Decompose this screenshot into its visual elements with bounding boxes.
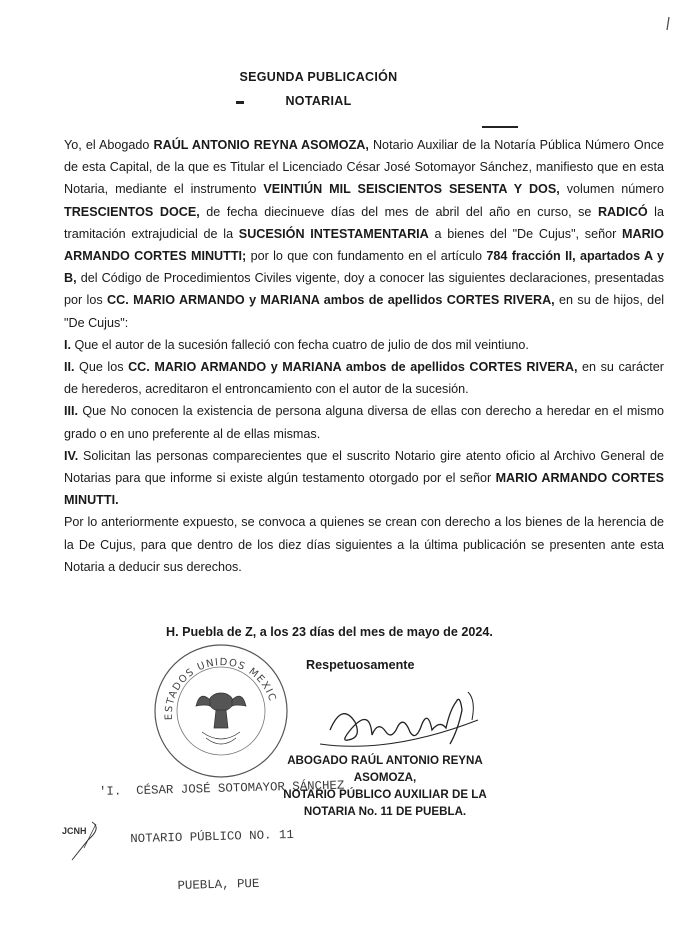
bold-text: CC. MARIO ARMANDO y MARIANA ambos de apellidos CORTES RIVERA, [107,293,555,308]
stamp-line-1: 'I. CÉSAR JOSÉ SOTOMAYOR SÁNCHEZ [98,778,345,799]
bold-text: VEINTIÚN MIL SEISCIENTOS SESENTA Y DOS, [263,182,560,197]
bold-text: RADICÓ [597,204,648,219]
text-run: volumen número [559,182,664,197]
bold-text: RAÚL ANTONIO REYNA ASOMOZA, [153,138,369,152]
text-run: por lo que con fundamento en el artículo [246,249,487,264]
page-subtitle: NOTARIAL [285,94,352,108]
corner-mark [664,16,672,32]
paragraph-declaration-4 [64,445,664,512]
signer-name: ABOGADO RAÚL ANTONIO REYNA ASOMOZA, [287,754,483,784]
text-run: Por lo anteriormente expuesto, se convoca a quienes se crean con derecho a los bienes de la herencia de la De Cujus, para que dentro de los diez días siguientes a la última publicación se presenten ante esta Notaria a deducir sus derechos. [64,515,664,574]
bold-text: CC. MARIO ARMANDO y MARIANA ambos de apellidos CORTES RIVERA, [128,360,578,375]
paragraph-intro [64,134,664,334]
signer-title: NOTARIO PÚBLICO AUXILIAR DE LA [283,788,487,801]
stamp-line-3: PUEBLA, PUE [177,876,260,893]
notary-stamp [98,746,348,928]
seal-text: ESTADOS UNIDOS MEXIC [163,657,278,721]
paragraph-declaration-2 [64,356,664,400]
bold-text: MARIO ARMANDO CORTES MINUTTI; [64,226,664,264]
text-run: Que el autor de la sucesión falleció con fecha cuatro de julio de dos mil veintiuno. [71,337,529,352]
paragraph-declaration-3 [64,400,664,444]
regards-text: Respetuosamente [306,658,415,672]
text-run: Yo, el Abogado [64,138,154,152]
paragraph-convocation [64,511,664,578]
text-run: en su de hijos, del "De Cujus": [64,293,664,330]
text-run: Que los [74,360,129,375]
text-run: de fecha diecinueve días del mes de abril del año en curso, se [199,204,598,219]
paragraph-declaration-1 [64,334,664,356]
text-run: Solicitan las personas comparecientes que el suscrito Notario gire atento oficio al Archivo General de Notarias para que informe si existe algún testamento otorgado por el señor [64,448,664,486]
text-run: del Código de Procedimientos Civiles vigente, doy a conocer las siguientes declaraciones, presentadas por los [64,271,664,308]
bold-text: 784 fracción II, apartados A y B, [64,249,665,286]
place-date: H. Puebla de Z, a los 23 días del mes de mayo de 2024. [166,625,493,639]
dash-mark [236,101,244,104]
text-run: en su carácter de herederos, acreditaron el entroncamiento con el autor de la sucesión. [64,360,664,397]
bold-text: I. [64,337,71,352]
bold-text: MARIO ARMANDO CORTES MINUTTI. [64,471,664,508]
bold-text: III. [64,404,78,419]
page-title: SEGUNDA PUBLICACIÓN [239,70,398,84]
bold-text: SUCESIÓN INTESTAMENTARIA [238,226,429,241]
initials-scribble [62,818,112,863]
dash-mark-2 [482,126,518,128]
text-run: Notario Auxiliar de la Notaría Pública Número Once de esta Capital, de la que es Titular el Licenciado César José Sotomayor Sánchez, manifiesto que en esta Notaria, mediante el instrumento [64,138,664,197]
text-run: la tramitación extrajudicial de la [64,204,664,241]
text-run: Que No conocen la existencia de persona alguna diversa de ellas con derecho a heredar en el mismo grado o en uno preferente al de ellas mismas. [64,404,664,441]
signer-notary: NOTARIA No. 11 DE PUEBLA. [303,805,467,818]
text-run: a bienes del "De Cujus", señor [428,226,622,241]
stamp-line-2: NOTARIO PÚBLICO NO. 11 [130,827,295,847]
document-body [64,134,664,578]
bold-text: II. [64,360,75,375]
initials: JCNH [62,826,87,836]
bold-text: TRESCIENTOS DOCE, [64,204,200,219]
bold-text: IV. [64,448,79,463]
